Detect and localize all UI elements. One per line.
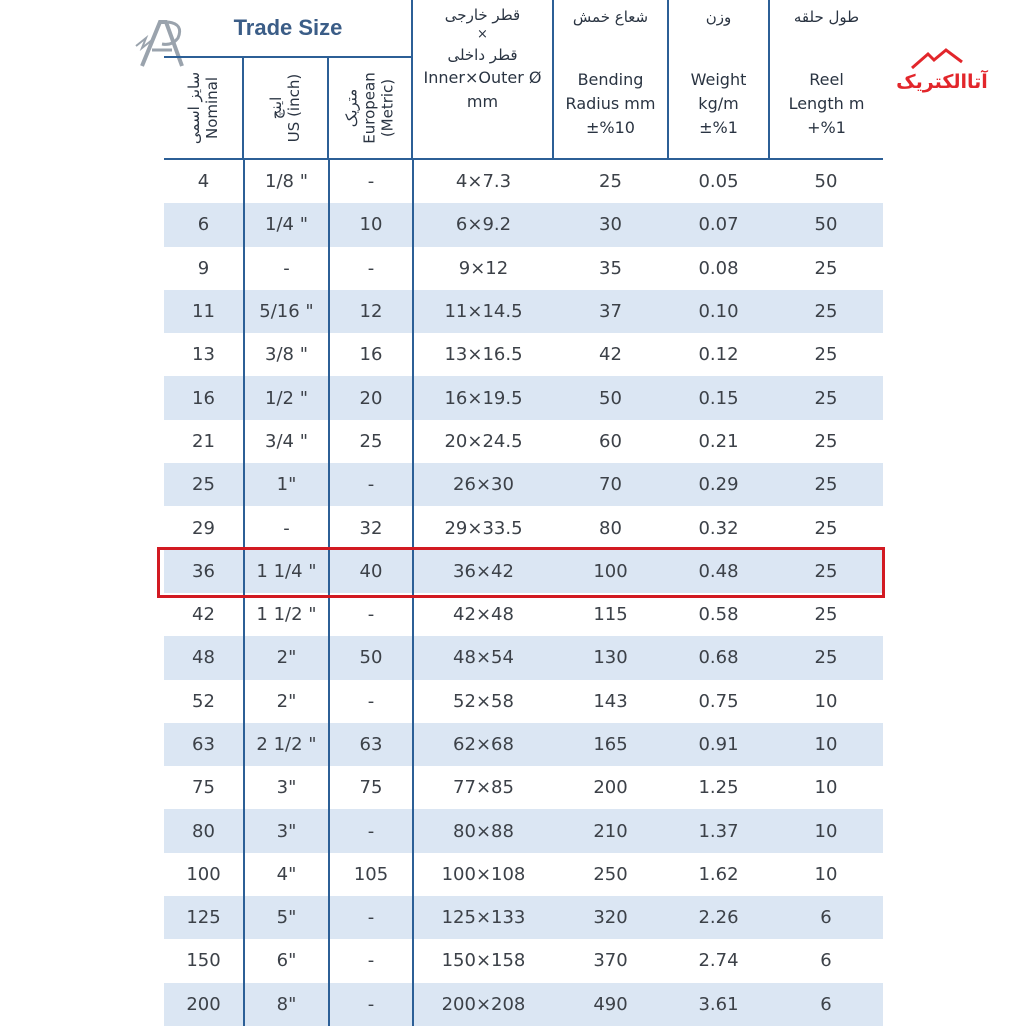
cell-nominal: 75: [192, 777, 215, 799]
cell-us: 1/2 ": [243, 376, 328, 419]
cell-us: 4": [243, 853, 328, 896]
cell-weight: 0.08: [698, 257, 739, 279]
cell-diam: 62×68: [412, 723, 553, 766]
table-row: [164, 247, 883, 290]
cell-reel: 10: [814, 690, 838, 712]
cell-diam: 13×16.5: [412, 333, 553, 376]
highlighted-row-frame: [157, 547, 885, 598]
table-row: [164, 203, 883, 246]
cell-nominal: 200: [186, 993, 221, 1015]
cell-weight: 1.62: [698, 863, 739, 885]
cell-weight: 0.32: [698, 517, 739, 539]
cell-us: 6": [243, 939, 328, 982]
table-row: [164, 680, 883, 723]
weight-header: وزن Weight kg/m ±%1: [690, 8, 747, 137]
cell-reel: 50: [814, 214, 838, 236]
cell-reel: 50: [814, 171, 838, 193]
cell-bend: 37: [599, 301, 622, 323]
cell-diam: 9×12: [412, 247, 553, 290]
table-row: [164, 463, 883, 506]
cell-nominal: 16: [192, 387, 215, 409]
cell-bend: 370: [593, 950, 628, 972]
cell-reel: 10: [814, 777, 838, 799]
cell-reel: 6: [820, 907, 832, 929]
table-row: [164, 723, 883, 766]
cell-us: 5/16 ": [243, 290, 328, 333]
cell-diam: 4×7.3: [412, 160, 553, 203]
cell-weight: 0.75: [698, 690, 739, 712]
cell-nominal: 13: [192, 344, 215, 366]
cell-us: 1 1/2 ": [243, 593, 328, 636]
cell-weight: 0.91: [698, 734, 739, 755]
cell-nominal: 100: [186, 863, 221, 885]
cell-bend: 210: [593, 820, 628, 842]
cell-metric: -: [328, 939, 412, 982]
cell-weight: 0.07: [698, 214, 739, 236]
cell-nominal: 21: [192, 430, 215, 452]
cell-bend: 200: [593, 777, 628, 799]
cell-weight: 3.61: [698, 993, 739, 1015]
cell-metric: 63: [328, 723, 412, 766]
table-row: [164, 506, 883, 549]
cell-weight: 0.48: [698, 560, 739, 582]
table-row: [164, 766, 883, 809]
cell-bend: 100: [593, 560, 628, 582]
cell-metric: -: [328, 896, 412, 939]
cell-diam: 26×30: [412, 463, 553, 506]
cell-reel: 25: [814, 517, 838, 539]
table-row: [164, 939, 883, 982]
nominal-fa: سایز اسمی: [185, 71, 203, 145]
cell-bend: 25: [599, 171, 622, 193]
cell-diam: 125×133: [412, 896, 553, 939]
table-row: [164, 983, 883, 1026]
cell-bend: 250: [593, 863, 628, 885]
cell-metric: 32: [328, 506, 412, 549]
cell-us: 2 1/2 ": [243, 723, 328, 766]
cell-nominal: 9: [197, 257, 210, 279]
cell-us: 2": [243, 636, 328, 679]
table-row: [164, 896, 883, 939]
cell-reel: 25: [814, 604, 838, 626]
brand-logo: [896, 46, 988, 96]
cell-us: 3/8 ": [243, 333, 328, 376]
cell-metric: 16: [328, 333, 412, 376]
cell-us: 8": [243, 983, 328, 1026]
cell-nominal: 11: [192, 301, 215, 323]
cell-nominal: 6: [197, 214, 210, 236]
table-row: [164, 376, 883, 419]
table-row: [164, 420, 883, 463]
table-row: [164, 333, 883, 376]
cell-diam: 36×42: [412, 550, 553, 593]
table-row: [164, 853, 883, 896]
cell-metric: -: [328, 809, 412, 852]
table-row: [164, 636, 883, 679]
cell-weight: 0.58: [698, 604, 739, 626]
cell-reel: 25: [814, 257, 838, 279]
cell-nominal: 125: [186, 907, 221, 929]
cell-nominal: 4: [197, 171, 210, 193]
cell-metric: -: [328, 593, 412, 636]
cell-diam: 52×58: [412, 680, 553, 723]
cell-bend: 490: [593, 993, 628, 1015]
cell-weight: 0.29: [698, 474, 739, 496]
cell-diam: 20×24.5: [412, 420, 553, 463]
cell-bend: 143: [593, 690, 628, 712]
cell-us: 2": [243, 680, 328, 723]
bending-header: شعاع خمش Bending Radius mm ±%10: [565, 8, 656, 137]
cell-bend: 80: [599, 517, 622, 539]
us-header: [244, 58, 327, 158]
cell-reel: 25: [814, 474, 838, 496]
cell-us: 5": [243, 896, 328, 939]
cell-us: 3": [243, 809, 328, 852]
diameter-header: قطر خارجی × قطر داخلی Inner×Outer Ø mm: [423, 6, 542, 111]
cell-bend: 130: [593, 647, 628, 669]
cell-metric: -: [328, 160, 412, 203]
cell-metric: 10: [328, 203, 412, 246]
cell-metric: 75: [328, 766, 412, 809]
table-row: [164, 593, 883, 636]
cell-diam: 48×54: [412, 636, 553, 679]
cell-us: -: [243, 247, 328, 290]
cell-reel: 25: [814, 647, 838, 669]
us-en: US (inch): [285, 73, 304, 143]
cell-reel: 25: [814, 387, 838, 409]
nominal-en: Nominal: [203, 76, 221, 140]
table-row: [164, 290, 883, 333]
cell-metric: -: [328, 680, 412, 723]
cell-diam: 16×19.5: [412, 376, 553, 419]
cell-nominal: 150: [186, 950, 221, 972]
cell-bend: 30: [599, 214, 622, 236]
cell-us: -: [243, 506, 328, 549]
cell-nominal: 80: [192, 820, 215, 842]
cell-diam: 80×88: [412, 809, 553, 852]
cell-reel: 25: [814, 430, 838, 452]
table-row: [164, 809, 883, 852]
metric-fa: متریک: [342, 88, 361, 128]
us-fa: اینچ: [267, 96, 286, 120]
cell-diam: 150×158: [412, 939, 553, 982]
nominal-header: [164, 58, 242, 158]
cell-bend: 320: [593, 907, 628, 929]
cell-metric: 12: [328, 290, 412, 333]
cell-metric: -: [328, 247, 412, 290]
cell-metric: -: [328, 983, 412, 1026]
cell-weight: 0.15: [698, 387, 739, 409]
cell-diam: 42×48: [412, 593, 553, 636]
cell-weight: 0.68: [698, 647, 739, 669]
cell-reel: 25: [814, 560, 838, 582]
cell-bend: 115: [593, 604, 628, 626]
cell-nominal: 25: [192, 474, 215, 496]
trade-size-heading: Trade Size: [233, 15, 343, 40]
cell-reel: 6: [820, 993, 832, 1015]
metric-header: [329, 58, 411, 158]
cell-nominal: 42: [192, 604, 215, 626]
cell-diam: 11×14.5: [412, 290, 553, 333]
cell-nominal: 52: [192, 690, 215, 712]
brand-text: آتاالکتریک: [896, 71, 988, 93]
cell-metric: 105: [328, 853, 412, 896]
cell-reel: 25: [814, 344, 838, 366]
cell-us: 1/4 ": [243, 203, 328, 246]
cell-weight: 1.37: [698, 820, 739, 842]
cell-nominal: 48: [192, 647, 215, 669]
cell-bend: 42: [599, 344, 622, 366]
cell-nominal: 63: [192, 734, 215, 755]
cell-nominal: 36: [192, 560, 215, 582]
cell-diam: 100×108: [412, 853, 553, 896]
cell-bend: 35: [599, 257, 622, 279]
cell-us: 3/4 ": [243, 420, 328, 463]
cell-bend: 60: [599, 430, 622, 452]
cell-metric: 50: [328, 636, 412, 679]
metric-en: (Metric): [378, 78, 397, 138]
cell-weight: 0.12: [698, 344, 739, 366]
cell-weight: 2.74: [698, 950, 739, 972]
cell-us: 3": [243, 766, 328, 809]
cell-bend: 70: [599, 474, 622, 496]
cell-bend: 165: [593, 734, 628, 755]
cell-diam: 6×9.2: [412, 203, 553, 246]
cell-us: 1/8 ": [243, 160, 328, 203]
cell-metric: 25: [328, 420, 412, 463]
spec-table: [164, 0, 883, 1026]
cell-reel: 25: [814, 301, 838, 323]
table-header: [164, 0, 883, 160]
cell-weight: 2.26: [698, 907, 739, 929]
cell-diam: 200×208: [412, 983, 553, 1026]
cell-us: 1": [243, 463, 328, 506]
cell-weight: 0.10: [698, 301, 739, 323]
reel-header: طول حلقه Reel Length m +%1: [788, 8, 865, 137]
cell-weight: 1.25: [698, 777, 739, 799]
cell-weight: 0.05: [698, 171, 739, 193]
cell-reel: 10: [814, 734, 838, 755]
cell-metric: 40: [328, 550, 412, 593]
cell-weight: 0.21: [698, 430, 739, 452]
cell-nominal: 29: [192, 517, 215, 539]
cell-reel: 10: [814, 863, 838, 885]
cell-metric: -: [328, 463, 412, 506]
cell-metric: 20: [328, 376, 412, 419]
european-en: European: [360, 72, 379, 144]
table-row: [164, 160, 883, 203]
cell-reel: 6: [820, 950, 832, 972]
cell-us: 1 1/4 ": [243, 550, 328, 593]
cell-bend: 50: [599, 387, 622, 409]
cell-diam: 77×85: [412, 766, 553, 809]
cell-diam: 29×33.5: [412, 506, 553, 549]
cell-reel: 10: [814, 820, 838, 842]
